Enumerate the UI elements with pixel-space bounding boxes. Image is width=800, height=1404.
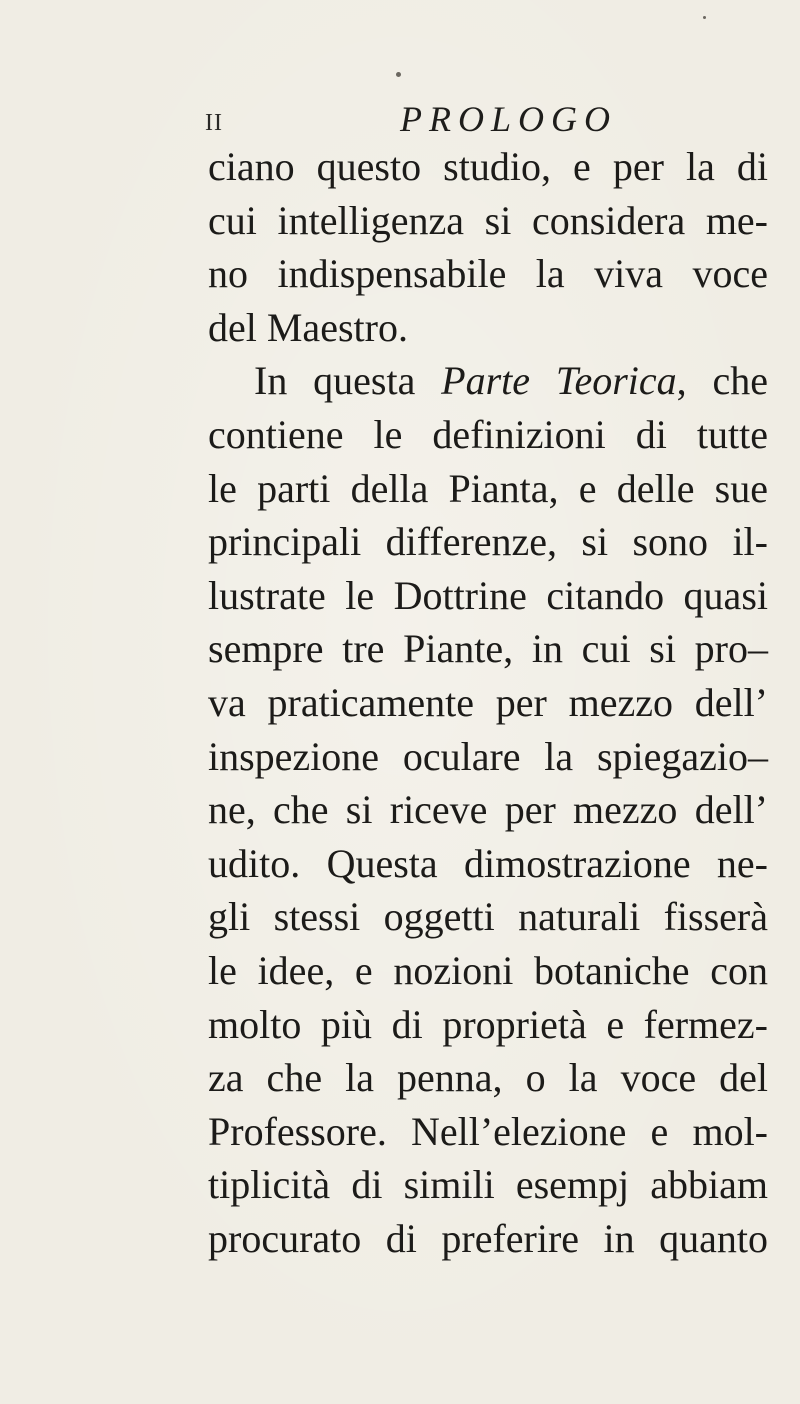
- running-title: PROLOGO: [400, 99, 617, 139]
- text-line-with-italic: [208, 354, 768, 408]
- paper-speck: [703, 16, 706, 19]
- text-line: no indispensabile la viva voce: [208, 251, 768, 297]
- italic-phrase: Parte Teorica: [441, 358, 677, 404]
- page-number: II: [205, 110, 223, 136]
- text-line: tiplicità di simili esempj abbiam: [208, 1162, 768, 1208]
- text-line: sempre tre Piante, in cui si pro–: [208, 626, 768, 672]
- text-line: contiene le definizioni di tutte: [208, 411, 768, 457]
- text-line: ne, che si riceve per mezzo dell’: [208, 787, 768, 833]
- page-header: [0, 98, 800, 138]
- text-line: cui intelligenza si considera me-: [208, 197, 768, 243]
- text-line: le parti della Pianta, e delle sue: [208, 465, 768, 511]
- text-line: inspezione oculare la spiegazio–: [208, 733, 768, 779]
- text-line: principali differenze, si sono il-: [208, 519, 768, 565]
- text-line: ciano questo studio, e per la di: [208, 144, 768, 189]
- text-line: del Maestro.: [208, 304, 408, 350]
- text-run: , che: [676, 358, 768, 404]
- text-line: procurato di preferire in quanto: [208, 1215, 768, 1261]
- text-line: Professore. Nell’elezione e mol-: [208, 1108, 768, 1154]
- text-run: In questa: [254, 358, 442, 404]
- body-text: [208, 140, 768, 1265]
- text-line: za che la penna, o la voce del: [208, 1055, 768, 1101]
- text-line: molto più di proprietà e fermez-: [208, 1001, 768, 1047]
- text-line: lustrate le Dottrine citando quasi: [208, 572, 768, 618]
- paper-speck: [396, 72, 401, 77]
- text-line: udito. Questa dimostrazione ne-: [208, 840, 768, 886]
- text-line: le idee, e nozioni botaniche con: [208, 947, 768, 993]
- text-line: va praticamente per mezzo dell’: [208, 679, 768, 725]
- text-line: gli stessi oggetti naturali fisserà: [208, 894, 768, 940]
